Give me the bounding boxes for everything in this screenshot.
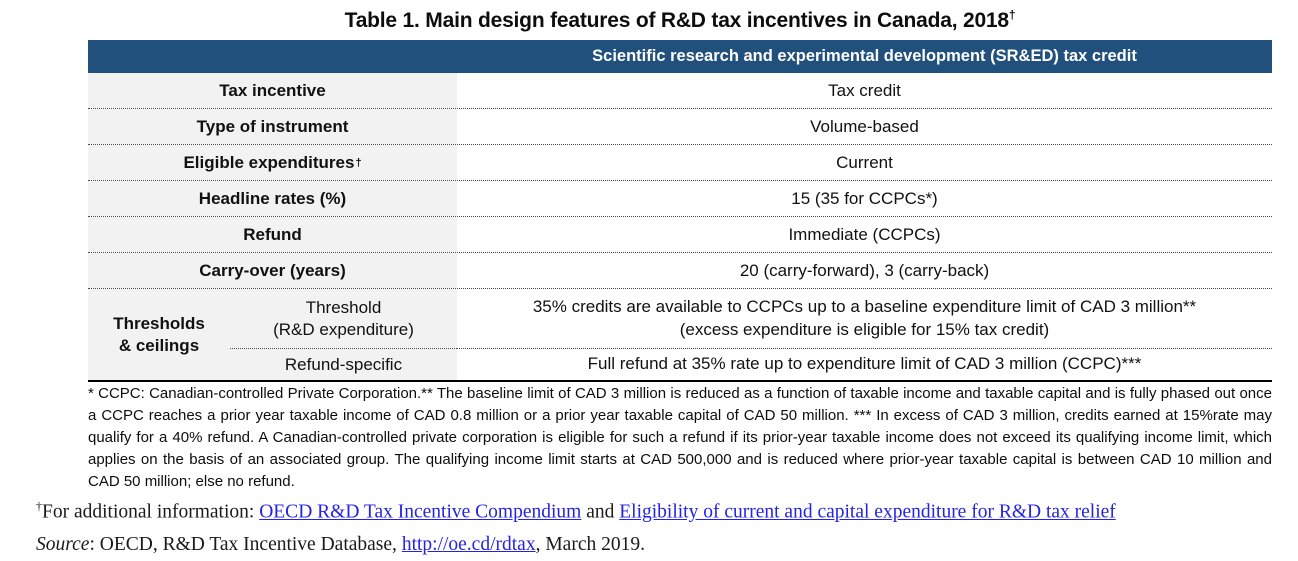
thresholds-section	[88, 289, 1272, 380]
link-eligibility-expenditure[interactable]: Eligibility of current and capital expenditure for R&D tax relief	[619, 501, 1116, 523]
page-title	[88, 8, 1272, 33]
table-row	[88, 109, 1272, 145]
row-value-eligible-expenditures: Current	[457, 145, 1272, 180]
table-header-row	[88, 40, 1272, 73]
row-label-text: Headline rates (%)	[198, 188, 347, 208]
table-row	[88, 253, 1272, 289]
row-label-text: Carry-over (years)	[199, 260, 346, 280]
row-value-carry-over: 20 (carry-forward), 3 (carry-back)	[457, 253, 1272, 288]
additional-info-line	[36, 490, 1286, 529]
thresholds-group-label-line2: & ceilings	[118, 335, 200, 355]
table-footnote: * CCPC: Canadian-controlled Private Corporation.** The baseline limit of CAD 3 million is reduced as a function of taxable income and taxable capital and is fully phased out once a CCPC reaches a prior year taxable income of CAD 0.8 million or a prior year taxable capital of CAD 50 million. *** In excess of CAD 3 million, credits earned at 15%rate may qualify for a 40% refund. A Canadian-controlled private corporation is eligible for such a refund if its prior-year taxable income does not exceed its qualifying income limit, which applies on the basis of an associated group. The qualifying income limit starts at CAD 500,000 and is reduced where prior-year taxable capital is between CAD 10 million and CAD 50 million; else no refund.	[88, 385, 1272, 490]
table-row	[88, 181, 1272, 217]
and-text: and	[581, 501, 620, 523]
threshold-label-line2: (R&D expenditure)	[273, 319, 414, 339]
row-label-text: Type of instrument	[196, 116, 349, 136]
row-label-headline-rates	[88, 181, 457, 216]
source-suffix-text: , March 2019.	[535, 533, 645, 555]
table-row	[88, 145, 1272, 181]
row-label-text: Eligible expenditures	[183, 152, 355, 172]
refund-specific-value: Full refund at 35% rate up to expenditure limit of CAD 3 million (CCPC)***	[457, 349, 1272, 380]
page-title-text: Table 1. Main design features of R&D tax incentives in Canada, 2018	[344, 9, 1009, 32]
table-header-title: Scientific research and experimental development (SR&ED) tax credit	[592, 47, 1137, 65]
threshold-value-line2: (excess expenditure is eligible for 15% tax credit)	[679, 319, 1050, 339]
source-label: Source	[36, 533, 90, 555]
row-label-text: Refund	[243, 224, 302, 244]
row-value-type-of-instrument: Volume-based	[457, 109, 1272, 144]
note-dagger: †	[36, 499, 42, 513]
additional-info-prefix: For additional information:	[42, 501, 260, 523]
threshold-rd-expenditure-label	[230, 289, 457, 349]
link-oecd-rd-tax-incentive-compendium[interactable]: OECD R&D Tax Incentive Compendium	[259, 501, 582, 523]
thresholds-group-label	[88, 289, 230, 380]
source-mid-text: : OECD, R&D Tax Incentive Database,	[89, 533, 402, 555]
row-label-refund	[88, 217, 457, 252]
row-label-type-of-instrument	[88, 109, 457, 144]
refund-specific-label-text: Refund-specific	[284, 354, 403, 374]
rd-tax-table	[88, 40, 1272, 382]
thresholds-group-label-line1: Thresholds	[113, 314, 205, 334]
threshold-label-line1: Threshold	[305, 298, 382, 318]
row-label-carry-over	[88, 253, 457, 288]
table-header-spacer	[88, 40, 457, 73]
row-label-tax-incentive	[88, 73, 457, 108]
table-row	[88, 73, 1272, 109]
threshold-rd-expenditure-value	[457, 289, 1272, 349]
page-title-dagger: †	[1008, 8, 1016, 22]
row-value-headline-rates: 15 (35 for CCPCs*)	[457, 181, 1272, 216]
row-label-eligible-expenditures	[88, 145, 457, 180]
refund-specific-label	[230, 349, 457, 380]
link-oe-cd-rdtax[interactable]: http://oe.cd/rdtax	[401, 533, 536, 555]
row-value-refund: Immediate (CCPCs)	[457, 217, 1272, 252]
threshold-value-line1: 35% credits are available to CCPCs up to a baseline expenditure limit of CAD 3 million**	[532, 296, 1197, 316]
row-label-text: Tax incentive	[219, 80, 326, 100]
table-row	[88, 217, 1272, 253]
row-value-tax-incentive: Tax credit	[457, 73, 1272, 108]
bottom-notes	[36, 490, 1286, 561]
row-label-dagger: †	[355, 156, 362, 169]
